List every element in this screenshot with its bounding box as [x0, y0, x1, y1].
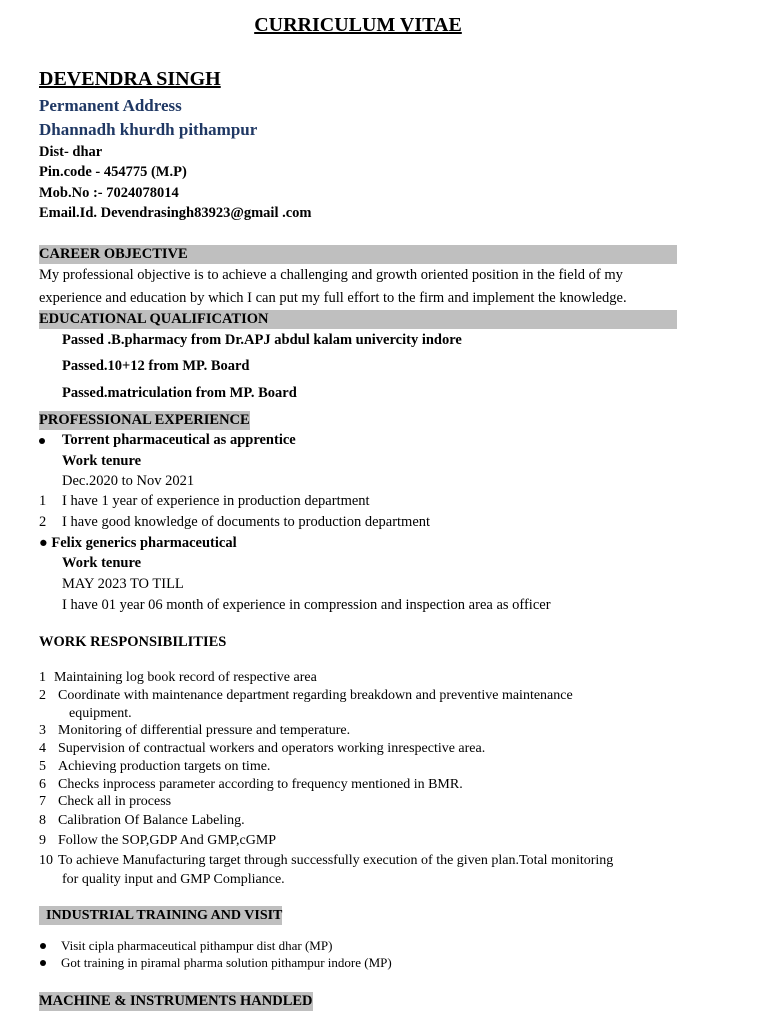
responsibility-number: 8: [39, 813, 46, 828]
responsibility-number: 4: [39, 741, 46, 756]
responsibility-text: Calibration Of Balance Labeling.: [58, 813, 245, 828]
job-tenure: MAY 2023 TO TILL: [62, 576, 184, 592]
training-item: Got training in piramal pharma solution pithampur indore (MP): [61, 955, 392, 970]
responsibility-text: To achieve Manufacturing target through successfully execution of the given plan.Total monitoring: [58, 853, 614, 868]
job-company: Torrent pharmaceutical as apprentice: [62, 432, 296, 448]
candidate-name: DEVENDRA SINGH: [39, 68, 221, 90]
responsibility-text: Check all in process: [58, 794, 172, 809]
responsibility-text: Monitoring of differential pressure and temperature.: [58, 723, 351, 738]
bullet-icon: [39, 438, 45, 444]
responsibility-number: 6: [39, 777, 46, 792]
job-point-text: I have 1 year of experience in production department: [62, 493, 370, 509]
responsibility-number: 9: [39, 833, 46, 848]
machines-heading: MACHINE & INSTRUMENTS HANDLED: [39, 993, 313, 1009]
job-tenure-label: Work tenure: [62, 555, 142, 571]
experience-heading: PROFESSIONAL EXPERIENCE: [39, 412, 250, 428]
education-item: Passed.10+12 from MP. Board: [62, 358, 250, 374]
bullet-icon: [40, 943, 46, 949]
responsibility-text: Checks inprocess parameter according to frequency mentioned in BMR.: [58, 777, 463, 792]
responsibility-text: Maintaining log book record of respective area: [54, 670, 317, 685]
address-pincode: Pin.code - 454775 (M.P): [39, 164, 187, 180]
training-heading: INDUSTRIAL TRAINING AND VISIT: [39, 906, 282, 925]
responsibility-continuation: equipment.: [69, 706, 132, 721]
career-objective-text: My professional objective is to achieve a challenging and growth oriented position in the field of my experience and education by which I can put my full effort to the firm and implement the knowledge.: [39, 267, 627, 306]
address-heading: Permanent Address: [39, 96, 182, 115]
education-item: Passed .B.pharmacy from Dr.APJ abdul kalam univercity indore: [62, 332, 462, 348]
responsibility-number: 5: [39, 759, 46, 774]
address-line: Dhannadh khurdh pithampur: [39, 120, 258, 139]
address-district: Dist- dhar: [39, 144, 103, 160]
career-objective-heading: CAREER OBJECTIVE: [39, 245, 677, 264]
responsibility-continuation: for quality input and GMP Compliance.: [62, 872, 285, 887]
responsibility-text: Follow the SOP,GDP And GMP,cGMP: [58, 833, 277, 848]
job-note: I have 01 year 06 month of experience in compression and inspection area as officer: [62, 597, 551, 613]
education-item: Passed.matriculation from MP. Board: [62, 385, 297, 401]
mobile-number: Mob.No :- 7024078014: [39, 185, 179, 201]
education-heading: EDUCATIONAL QUALIFICATION: [39, 310, 677, 329]
responsibility-number: 3: [39, 723, 46, 738]
job-tenure: Dec.2020 to Nov 2021: [62, 473, 195, 489]
responsibility-number: 10: [39, 853, 53, 868]
document-title: CURRICULUM VITAE: [254, 14, 462, 36]
job-point-number: 1: [39, 493, 47, 509]
responsibility-number: 7: [39, 794, 46, 809]
job-point-text: I have good knowledge of documents to production department: [62, 514, 431, 530]
training-item: Visit cipla pharmaceutical pithampur dist dhar (MP): [61, 938, 333, 953]
responsibility-text: Coordinate with maintenance department regarding breakdown and preventive maintenance: [58, 688, 573, 703]
responsibility-text: Achieving production targets on time.: [58, 759, 271, 774]
responsibility-number: 1: [39, 670, 46, 685]
responsibility-number: 2: [39, 688, 46, 703]
email-address: Email.Id. Devendrasingh83923@gmail .com: [39, 205, 312, 221]
responsibilities-heading: WORK RESPONSIBILITIES: [39, 634, 227, 650]
job-tenure-label: Work tenure: [62, 453, 142, 469]
job-company: ● Felix generics pharmaceutical: [39, 535, 237, 551]
job-point-number: 2: [39, 514, 47, 530]
bullet-icon: [40, 960, 46, 966]
responsibility-text: Supervision of contractual workers and operators working inrespective area.: [58, 741, 486, 756]
